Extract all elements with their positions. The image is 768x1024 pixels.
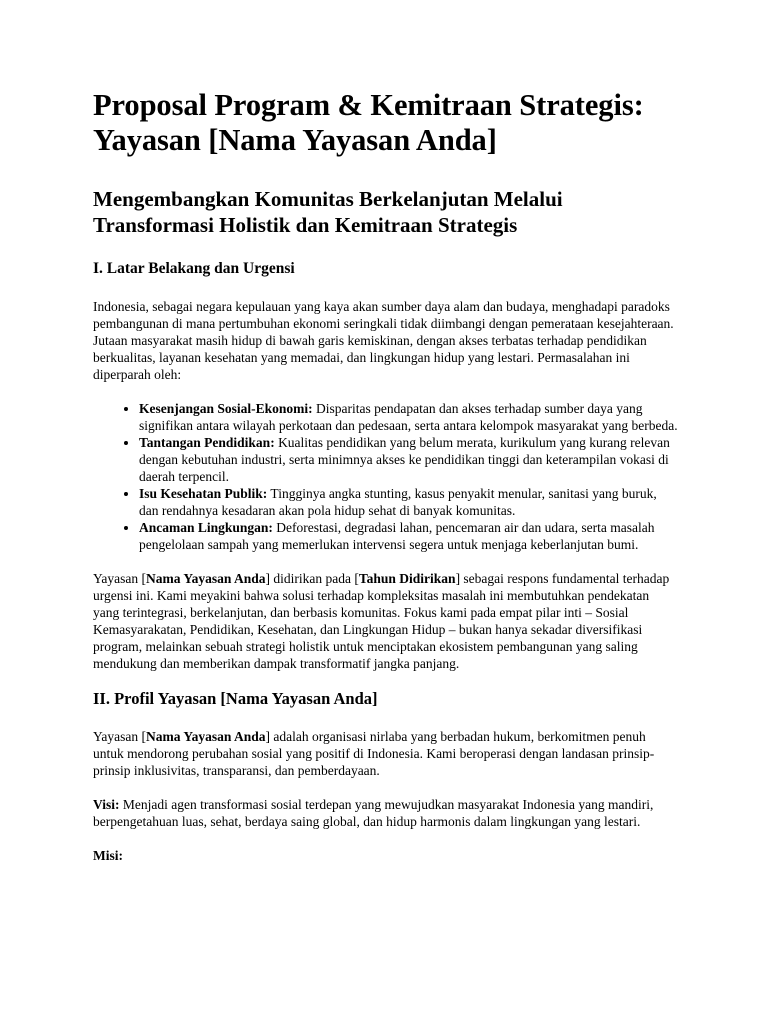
- text-run: Yayasan [: [93, 571, 146, 586]
- founding-year-placeholder: Tahun Didirikan: [358, 571, 456, 586]
- list-item-label: Ancaman Lingkungan:: [139, 520, 273, 535]
- section-2-paragraph-1: [93, 728, 678, 779]
- subtitle-line-1: Mengembangkan Komunitas Berkelanjutan Melalui: [93, 187, 563, 211]
- foundation-name-placeholder: Nama Yayasan Anda: [146, 571, 266, 586]
- text-run: ] didirikan pada [: [265, 571, 359, 586]
- document-page: [93, 88, 678, 881]
- mission-paragraph: [93, 847, 678, 864]
- list-item: [139, 400, 678, 434]
- document-title: [93, 88, 678, 158]
- list-item-text: Kualitas pendidikan yang belum merata, kurikulum yang kurang relevan dengan kebutuhan industri, serta minimnya akses ke pendidikan tinggi dan keterampilan vokasi di daerah terpencil.: [139, 435, 670, 484]
- vision-paragraph: [93, 796, 678, 830]
- vision-label: Visi:: [93, 797, 120, 812]
- issues-list: [93, 400, 678, 553]
- title-line-1: Proposal Program & Kemitraan Strategis:: [93, 88, 644, 122]
- title-line-2: Yayasan [Nama Yayasan Anda]: [93, 123, 497, 157]
- section-2-heading: II. Profil Yayasan [Nama Yayasan Anda]: [93, 689, 378, 708]
- list-item: [139, 434, 678, 485]
- foundation-name-placeholder: Nama Yayasan Anda: [146, 729, 266, 744]
- section-1-paragraph-2: [93, 570, 678, 672]
- list-item-label: Kesenjangan Sosial-Ekonomi:: [139, 401, 313, 416]
- list-item: [139, 519, 678, 553]
- mission-label: Misi:: [93, 848, 123, 863]
- section-1-heading: I. Latar Belakang dan Urgensi: [93, 260, 295, 277]
- section-1-intro: Indonesia, sebagai negara kepulauan yang kaya akan sumber daya alam dan budaya, menghadapi paradoks pembangunan di mana pertumbuhan ekonomi seringkali tidak diimbangi dengan pemerataan kesejahteraan. Jutaan masyarakat masih hidup di bawah garis kemiskinan, dengan akses terbatas terhadap pendidikan berkualitas, layanan kesehatan yang memadai, dan lingkungan hidup yang lestari. Permasalahan ini diperparah oleh:: [93, 299, 674, 382]
- text-run: ] adalah organisasi nirlaba yang berbadan hukum, berkomitmen penuh untuk mendorong perubahan sosial yang positif di Indonesia. Kami beroperasi dengan landasan prinsip-prinsip inklusivitas, transparansi, dan pemberdayaan.: [93, 729, 655, 778]
- list-item-text: Disparitas pendapatan dan akses terhadap sumber daya yang signifikan antara wilayah perkotaan dan pedesaan, serta antara kelompok masyarakat yang berbeda.: [139, 401, 678, 433]
- list-item-text: Deforestasi, degradasi lahan, pencemaran air dan udara, serta masalah pengelolaan sampah yang memerlukan intervensi segera untuk menjaga keberlanjutan bumi.: [139, 520, 655, 552]
- list-item-text: Tingginya angka stunting, kasus penyakit menular, sanitasi yang buruk, dan rendahnya kesadaran akan pola hidup sehat di banyak komunitas.: [139, 486, 657, 518]
- list-item-label: Isu Kesehatan Publik:: [139, 486, 268, 501]
- document-subtitle: [93, 186, 678, 238]
- list-item: [139, 485, 678, 519]
- vision-text: Menjadi agen transformasi sosial terdepan yang mewujudkan masyarakat Indonesia yang mandiri, berpengetahuan luas, sehat, berdaya saing global, dan hidup harmonis dalam lingkungan yang lestari.: [93, 797, 654, 829]
- list-item-label: Tantangan Pendidikan:: [139, 435, 275, 450]
- text-run: Yayasan [: [93, 729, 146, 744]
- text-run: ] sebagai respons fundamental terhadap urgensi ini. Kami meyakini bahwa solusi terhadap kompleksitas masalah ini membutuhkan pendekatan yang terintegrasi, berkelanjutan, dan berbasis komunitas. Fokus kami pada empat pilar inti – Sosial Kemasyarakatan, Pendidikan, Kesehatan, dan Lingkungan Hidup – bukan hanya sekadar diversifikasi program, melainkan sebuah strategi holistik untuk menciptakan ekosistem pembangunan yang saling mendukung dan memberikan dampak transformatif jangka panjang.: [93, 571, 670, 671]
- subtitle-line-2: Transformasi Holistik dan Kemitraan Strategis: [93, 213, 518, 237]
